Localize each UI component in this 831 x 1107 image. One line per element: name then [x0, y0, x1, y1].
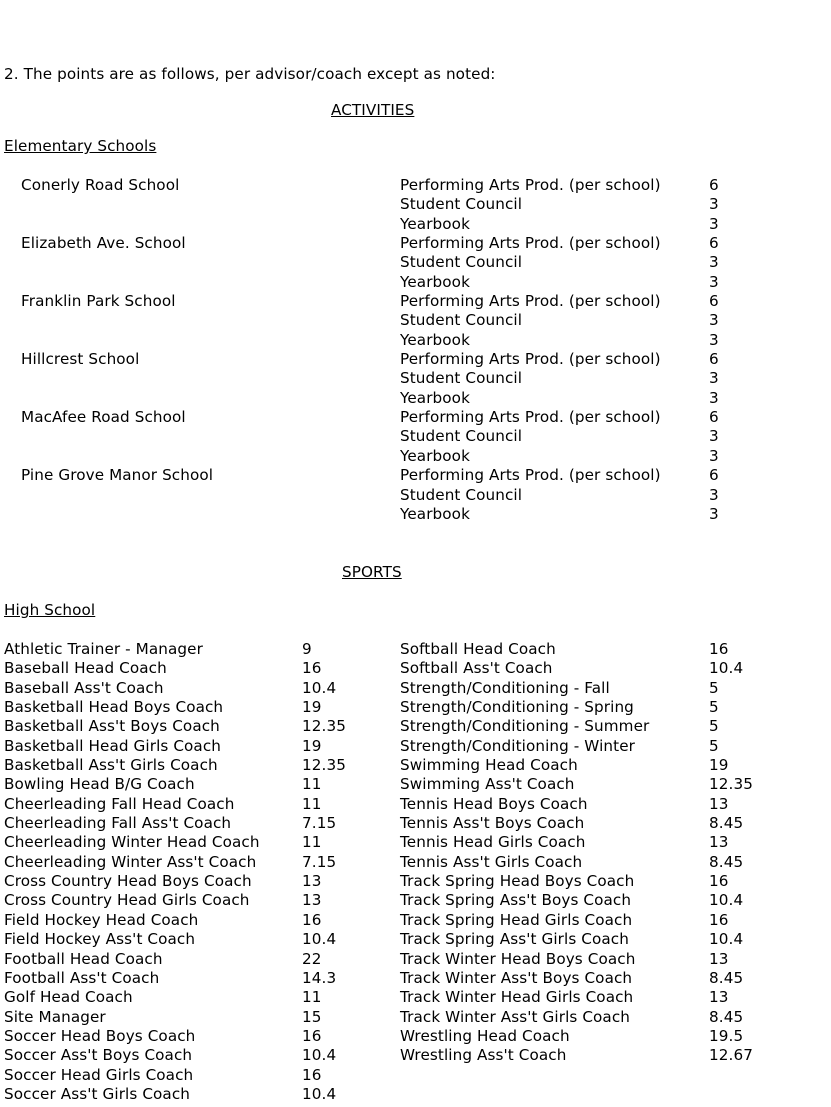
activity-row [0, 389, 831, 408]
activity-row [0, 292, 831, 311]
activity-row [0, 215, 831, 234]
sport-points: 16 [709, 910, 729, 929]
sport-position: Wrestling Ass't Coach [400, 1046, 567, 1065]
sport-position: Softball Ass't Coach [400, 659, 553, 678]
high-school-heading: High School [4, 601, 96, 619]
sport-row [4, 737, 384, 756]
sport-points: 16 [709, 872, 729, 891]
activity-points: 3 [709, 369, 719, 388]
activity-row [0, 195, 831, 214]
activities-title: ACTIVITIES [331, 101, 415, 119]
sport-position: Tennis Head Girls Coach [400, 833, 586, 852]
activity-points: 6 [709, 292, 719, 311]
sport-position: Softball Head Coach [400, 640, 556, 658]
sport-row [400, 969, 820, 988]
sport-position: Track Winter Head Girls Coach [400, 988, 634, 1007]
activity-points: 3 [709, 195, 719, 214]
sport-points: 16 [302, 1065, 322, 1084]
sport-points: 12.35 [302, 717, 346, 736]
sport-position: Tennis Ass't Boys Coach [400, 814, 585, 833]
sport-row [400, 1008, 820, 1027]
sport-row [4, 911, 384, 930]
sport-row [4, 775, 384, 794]
activity-label: Student Council [400, 311, 523, 330]
sport-position: Track Winter Ass't Boys Coach [400, 968, 633, 987]
sport-points: 19 [302, 698, 322, 717]
sport-row [4, 1008, 384, 1027]
activity-label: Student Council [400, 195, 523, 214]
sport-row [400, 698, 820, 717]
sport-position: Strength/Conditioning - Spring [400, 698, 634, 717]
sport-position: Baseball Head Coach [4, 659, 167, 678]
sport-row [400, 775, 820, 794]
activity-label: Yearbook [400, 446, 470, 465]
sport-position: Tennis Ass't Girls Coach [400, 852, 583, 871]
sport-position: Strength/Conditioning - Winter [400, 736, 635, 755]
activity-label: Performing Arts Prod. (per school) [400, 234, 661, 253]
activity-label: Yearbook [400, 272, 470, 291]
sport-position: Tennis Head Boys Coach [400, 794, 588, 813]
school-name: Elizabeth Ave. School [21, 234, 186, 253]
activity-label: Yearbook [400, 214, 470, 233]
sport-row [400, 911, 820, 930]
sport-row [400, 659, 820, 678]
sport-position: Cross Country Head Girls Coach [4, 891, 250, 910]
sport-row [4, 872, 384, 891]
sport-row [4, 698, 384, 717]
sport-points: 5 [709, 678, 719, 697]
activity-label: Performing Arts Prod. (per school) [400, 466, 661, 485]
sport-row [400, 756, 820, 775]
activities-table [0, 176, 831, 524]
sport-points: 13 [709, 988, 729, 1007]
activity-label: Performing Arts Prod. (per school) [400, 292, 661, 311]
sport-points: 11 [302, 794, 322, 813]
sport-points: 19.5 [709, 1026, 744, 1045]
sport-row [400, 1046, 820, 1065]
sport-position: Golf Head Coach [4, 988, 133, 1007]
activity-points: 6 [709, 408, 719, 427]
sport-row [4, 1046, 384, 1065]
activity-points: 3 [709, 311, 719, 330]
sport-points: 12.67 [709, 1046, 753, 1065]
activity-row [0, 466, 831, 485]
sport-row [400, 930, 820, 949]
sport-points: 5 [709, 717, 719, 736]
sport-points: 13 [709, 794, 729, 813]
sport-row [4, 1085, 384, 1104]
activity-label: Performing Arts Prod. (per school) [400, 350, 661, 369]
sport-row [4, 756, 384, 775]
activity-row [0, 234, 831, 253]
activity-row [0, 176, 831, 195]
sport-points: 10.4 [302, 1084, 337, 1103]
sport-position: Basketball Ass't Girls Coach [4, 756, 218, 775]
sport-row [400, 679, 820, 698]
activity-points: 6 [709, 176, 719, 194]
activity-label: Yearbook [400, 330, 470, 349]
sport-position: Basketball Head Boys Coach [4, 698, 224, 717]
sport-position: Track Spring Ass't Girls Coach [400, 930, 629, 949]
sport-row [400, 872, 820, 891]
sport-points: 9 [302, 640, 312, 658]
sport-position: Soccer Ass't Boys Coach [4, 1046, 193, 1065]
sport-row [4, 640, 384, 659]
sport-position: Football Ass't Coach [4, 968, 160, 987]
sport-row [4, 988, 384, 1007]
sport-points: 11 [302, 988, 322, 1007]
sport-position: Track Spring Ass't Boys Coach [400, 891, 632, 910]
activity-points: 3 [709, 446, 719, 465]
sport-row [4, 814, 384, 833]
activity-row [0, 350, 831, 369]
sport-position: Field Hockey Head Coach [4, 910, 199, 929]
sport-row [4, 1027, 384, 1046]
sport-position: Site Manager [4, 1007, 106, 1026]
activity-points: 3 [709, 330, 719, 349]
sport-row [4, 679, 384, 698]
elementary-schools-heading: Elementary Schools [4, 137, 157, 155]
school-name: MacAfee Road School [21, 408, 186, 427]
sport-points: 22 [302, 949, 322, 968]
sport-position: Athletic Trainer - Manager [4, 640, 203, 658]
activity-label: Performing Arts Prod. (per school) [400, 408, 661, 427]
sport-row [400, 950, 820, 969]
sport-position: Cross Country Head Boys Coach [4, 872, 252, 891]
sport-position: Strength/Conditioning - Summer [400, 717, 650, 736]
sport-position: Track Winter Head Boys Coach [400, 949, 636, 968]
sport-position: Cheerleading Fall Head Coach [4, 794, 235, 813]
sport-row [400, 891, 820, 910]
sport-row [4, 717, 384, 736]
activity-points: 3 [709, 253, 719, 272]
sport-row [400, 1027, 820, 1046]
sport-points: 5 [709, 736, 719, 755]
sport-row [4, 950, 384, 969]
sport-position: Track Spring Head Boys Coach [400, 872, 635, 891]
sport-points: 13 [302, 891, 322, 910]
sport-points: 10.4 [709, 891, 744, 910]
sport-position: Basketball Ass't Boys Coach [4, 717, 220, 736]
activity-row [0, 331, 831, 350]
sport-points: 13 [709, 833, 729, 852]
school-name: Franklin Park School [21, 292, 176, 311]
sport-points: 12.35 [709, 775, 753, 794]
sport-row [400, 814, 820, 833]
sport-position: Wrestling Head Coach [400, 1026, 570, 1045]
sport-points: 10.4 [709, 930, 744, 949]
sport-row [400, 640, 820, 659]
sport-row [4, 833, 384, 852]
sport-points: 19 [709, 756, 729, 775]
activity-row [0, 369, 831, 388]
sport-row [4, 1066, 384, 1085]
sport-points: 8.45 [709, 814, 744, 833]
sport-points: 19 [302, 736, 322, 755]
activity-row [0, 273, 831, 292]
sport-position: Soccer Head Girls Coach [4, 1065, 194, 1084]
activity-label: Student Council [400, 369, 523, 388]
sports-table-left [4, 640, 384, 1104]
sport-row [400, 795, 820, 814]
school-name: Hillcrest School [21, 350, 140, 369]
activity-points: 3 [709, 388, 719, 407]
sport-position: Track Winter Ass't Girls Coach [400, 1007, 631, 1026]
sport-points: 15 [302, 1007, 322, 1026]
sport-points: 16 [302, 1026, 322, 1045]
activity-label: Yearbook [400, 388, 470, 407]
sport-position: Soccer Ass't Girls Coach [4, 1084, 190, 1103]
activity-points: 3 [709, 504, 719, 523]
activity-row [0, 311, 831, 330]
activity-label: Student Council [400, 485, 523, 504]
sport-points: 5 [709, 698, 719, 717]
sport-points: 13 [709, 949, 729, 968]
sport-points: 10.4 [302, 930, 337, 949]
sport-position: Baseball Ass't Coach [4, 678, 164, 697]
sport-points: 11 [302, 833, 322, 852]
activity-row [0, 253, 831, 272]
sport-points: 7.15 [302, 814, 337, 833]
sport-row [4, 795, 384, 814]
sport-points: 11 [302, 775, 322, 794]
sport-points: 8.45 [709, 968, 744, 987]
sports-title: SPORTS [342, 563, 402, 581]
activity-row [0, 447, 831, 466]
activity-points: 3 [709, 427, 719, 446]
activity-label: Student Council [400, 427, 523, 446]
sport-row [400, 833, 820, 852]
sport-position: Track Spring Head Girls Coach [400, 910, 633, 929]
sport-row [4, 930, 384, 949]
sport-row [400, 717, 820, 736]
sport-points: 12.35 [302, 756, 346, 775]
activity-label: Student Council [400, 253, 523, 272]
sport-position: Swimming Head Coach [400, 756, 578, 775]
sport-row [4, 853, 384, 872]
activity-points: 6 [709, 466, 719, 485]
sport-row [4, 659, 384, 678]
sport-position: Basketball Head Girls Coach [4, 736, 222, 755]
sport-points: 16 [709, 640, 729, 658]
sport-position: Football Head Coach [4, 949, 163, 968]
sport-row [400, 988, 820, 1007]
sport-position: Field Hockey Ass't Coach [4, 930, 196, 949]
activity-row [0, 505, 831, 524]
activity-row [0, 486, 831, 505]
activity-points: 6 [709, 350, 719, 369]
sport-points: 16 [302, 659, 322, 678]
sport-position: Bowling Head B/G Coach [4, 775, 195, 794]
school-name: Pine Grove Manor School [21, 466, 214, 485]
activity-points: 3 [709, 214, 719, 233]
sport-points: 10.4 [302, 678, 337, 697]
sport-position: Soccer Head Boys Coach [4, 1026, 196, 1045]
activity-points: 3 [709, 272, 719, 291]
sport-points: 8.45 [709, 852, 744, 871]
sport-position: Cheerleading Fall Ass't Coach [4, 814, 232, 833]
activity-label: Performing Arts Prod. (per school) [400, 176, 661, 194]
activity-row [0, 427, 831, 446]
sport-position: Cheerleading Winter Head Coach [4, 833, 260, 852]
sport-points: 16 [302, 910, 322, 929]
intro-paragraph: 2. The points are as follows, per advisor/coach except as noted: [4, 65, 496, 83]
sport-position: Strength/Conditioning - Fall [400, 678, 610, 697]
sport-row [4, 969, 384, 988]
sport-row [400, 853, 820, 872]
sport-position: Cheerleading Winter Ass't Coach [4, 852, 257, 871]
sport-points: 13 [302, 872, 322, 891]
activity-row [0, 408, 831, 427]
activity-label: Yearbook [400, 504, 470, 523]
sport-points: 8.45 [709, 1007, 744, 1026]
sport-position: Swimming Ass't Coach [400, 775, 575, 794]
sport-points: 14.3 [302, 968, 337, 987]
sport-points: 10.4 [709, 659, 744, 678]
school-name: Conerly Road School [21, 176, 180, 194]
activity-points: 3 [709, 485, 719, 504]
sport-points: 7.15 [302, 852, 337, 871]
sport-row [4, 891, 384, 910]
activity-points: 6 [709, 234, 719, 253]
sport-row [400, 737, 820, 756]
sport-points: 10.4 [302, 1046, 337, 1065]
sports-table-right [400, 640, 820, 1066]
